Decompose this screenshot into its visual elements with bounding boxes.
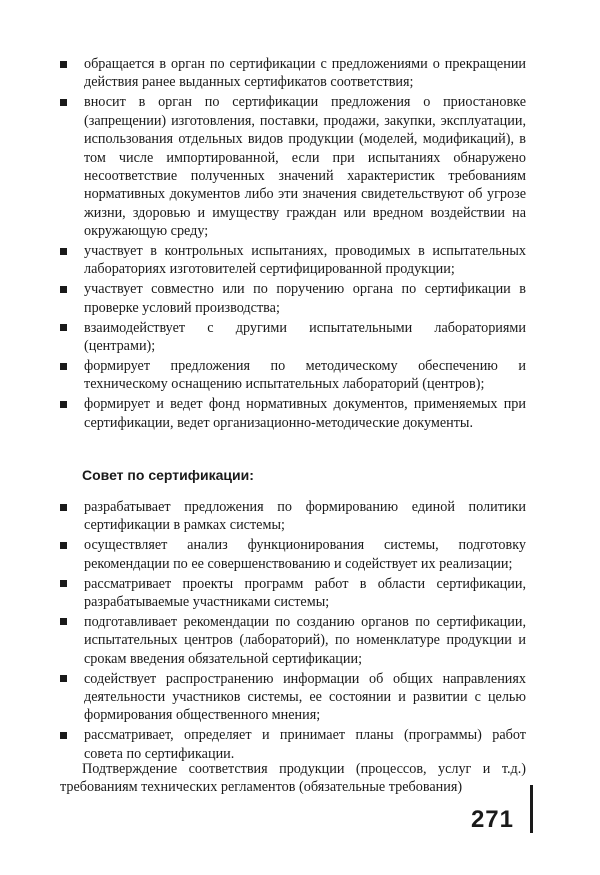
list-item	[60, 319, 526, 356]
square-bullet-icon	[60, 99, 67, 106]
list-item-text: участвует совместно или по поручению органа по сертификации в проверке условий производства;	[84, 281, 526, 316]
page-number: 271	[470, 806, 514, 833]
list-item-text: осуществляет анализ функционирования системы, подготовку рекомендации по ее совершенствованию и содействует их реализации;	[84, 537, 526, 572]
list-item	[60, 726, 526, 763]
square-bullet-icon	[60, 286, 67, 293]
square-bullet-icon	[60, 401, 67, 408]
page-edge-bar	[530, 785, 533, 833]
square-bullet-icon	[60, 248, 67, 255]
square-bullet-icon	[60, 324, 67, 331]
square-bullet-icon	[60, 618, 67, 625]
list-item-text: вносит в орган по сертификации предложения о приостановке (запрещении) изготовления, поставки, продажи, закупки, эксплуатации, использования отдельных видов продукции (моделей, модификаций), в том числе импортированной, если при испытаниях обнаружено несоответствие полученных значений характеристик требованиям нормативных документов либо эти значения свидетельствуют об угрозе жизни, здоровью и имуществу граждан или вредном воздействии на окружающую среду;	[84, 94, 526, 240]
council-duties-list	[60, 498, 526, 765]
list-item-text: содействует распространению информации об общих направлениях деятельности участников системы, ее состоянии и развитии с целью формирования общественного мнения;	[84, 670, 526, 724]
list-item-text: формирует и ведет фонд нормативных документов, применяемых при сертификации, ведет организационно-методические документы.	[84, 396, 526, 431]
list-item-text: обращается в орган по сертификации с предложениями о прекращении действия ранее выданных сертификатов соответствия;	[84, 56, 526, 91]
square-bullet-icon	[60, 580, 67, 587]
list-item-text: разрабатывает предложения по формированию единой политики сертификации в рамках системы;	[84, 499, 526, 534]
closing-paragraph: Подтверждение соответствия продукции (процессов, услуг и т.д.) требованиям технических регламентов (обязательные требования)	[60, 761, 526, 796]
list-item	[60, 280, 526, 317]
list-item	[60, 536, 526, 573]
list-item	[60, 93, 526, 240]
list-item	[60, 498, 526, 535]
square-bullet-icon	[60, 504, 67, 511]
list-item-text: взаимодействует с другими испытательными лабораториями (центрами);	[84, 319, 526, 355]
list-item	[60, 242, 526, 279]
list-item-text: участвует в контрольных испытаниях, проводимых в испытательных лабораториях изготовителей сертифицированной продукции;	[84, 243, 526, 278]
square-bullet-icon	[60, 675, 67, 682]
list-item	[60, 395, 526, 432]
list-item	[60, 613, 526, 668]
square-bullet-icon	[60, 363, 67, 370]
square-bullet-icon	[60, 732, 67, 739]
list-item-text: рассматривает, определяет и принимает планы (программы) работ совета по сертификации.	[84, 727, 526, 762]
list-item-text: подготавливает рекомендации по созданию органов по сертификации, испытательных центров (лабораторий), по номенклатуре продукции и срокам введения обязательной сертификации;	[84, 613, 526, 667]
list-item	[60, 55, 526, 92]
list-item-text: формирует предложения по методическому обеспечению и техническому оснащению испытательных лабораторий (центров);	[84, 358, 526, 393]
list-item	[60, 670, 526, 725]
square-bullet-icon	[60, 61, 67, 68]
section-heading: Совет по сертификации:	[82, 467, 254, 483]
list-item-text: рассматривает проекты программ работ в области сертификации, разрабатываемые участниками системы;	[84, 575, 526, 611]
list-item	[60, 357, 526, 394]
list-item	[60, 575, 526, 612]
responsibilities-list	[60, 55, 526, 434]
square-bullet-icon	[60, 542, 67, 549]
